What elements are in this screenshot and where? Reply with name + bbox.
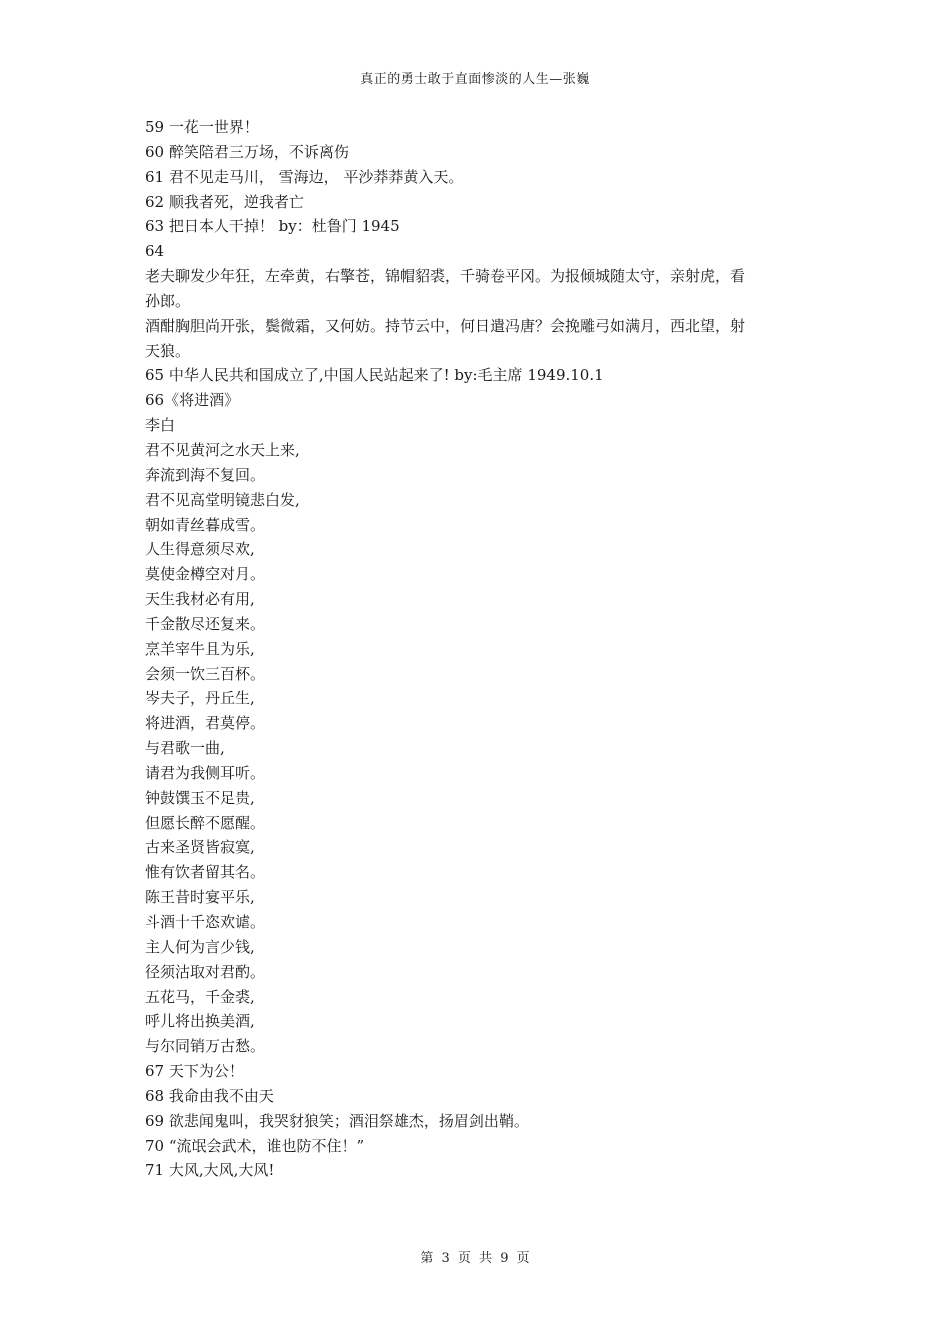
text-line: 径须沽取对君酌。 bbox=[145, 962, 266, 981]
text-line: 59 一花一世界！ bbox=[145, 118, 259, 136]
text-line: 将进酒，君莫停。 bbox=[145, 714, 266, 733]
text-line: 李白 bbox=[145, 416, 176, 435]
text-line: 66《将进酒》 bbox=[145, 391, 240, 410]
text-line: 千金散尽还复来。 bbox=[145, 614, 266, 633]
text-line: 与尔同销万古愁。 bbox=[145, 1037, 266, 1056]
text-line: 63 把日本人干掉！ by：杜鲁门 1945 bbox=[145, 217, 400, 236]
text-line: 会须一饮三百杯。 bbox=[145, 664, 266, 683]
text-line: 烹羊宰牛且为乐, bbox=[145, 639, 255, 658]
text-line: 人生得意须尽欢, bbox=[145, 540, 255, 559]
page-header: 真正的勇士敢于直面惨淡的人生—张巍 bbox=[360, 72, 590, 87]
text-line: 五花马，千金裘, bbox=[145, 987, 255, 1006]
text-line: 岑夫子，丹丘生, bbox=[145, 689, 255, 708]
text-line: 古来圣贤皆寂寞, bbox=[145, 838, 255, 857]
text-line: 陈王昔时宴平乐, bbox=[145, 888, 255, 907]
text-line: 70 “流氓会武术，谁也防不住！” bbox=[145, 1136, 365, 1155]
text-line: 莫使金樽空对月。 bbox=[145, 565, 266, 584]
text-line: 君不见黄河之水天上来, bbox=[145, 440, 300, 459]
text-line: 斗酒十千恣欢谑。 bbox=[145, 913, 266, 931]
text-line: 64 bbox=[145, 242, 165, 261]
document-body bbox=[145, 115, 815, 1183]
text-line: 奔流到海不复回。 bbox=[145, 465, 266, 484]
text-line: 天生我材必有用, bbox=[145, 590, 255, 609]
text-line: 惟有饮者留其名。 bbox=[145, 863, 266, 882]
text-line: 老夫聊发少年狂，左牵黄，右擎苍，锦帽貂裘，千骑卷平冈。为报倾城随太守，亲射虎，看 bbox=[145, 267, 746, 286]
text-line: 61 君不见走马川， 雪海边， 平沙莽莽黄入天。 bbox=[145, 167, 464, 186]
text-line: 朝如青丝暮成雪。 bbox=[145, 515, 266, 534]
text-line: 呼儿将出换美酒, bbox=[145, 1012, 255, 1031]
text-line: 与君歌一曲, bbox=[145, 739, 225, 758]
text-line: 请君为我侧耳听。 bbox=[145, 763, 266, 782]
text-line: 但愿长醉不愿醒。 bbox=[145, 813, 266, 832]
text-line: 60 醉笑陪君三万场，不诉离伤 bbox=[145, 142, 349, 161]
text-line: 酒酣胸胆尚开张，鬓微霜，又何妨。持节云中，何日遣冯唐？会挽雕弓如满月，西北望，射 bbox=[145, 316, 746, 335]
text-line: 69 欲悲闻鬼叫，我哭豺狼笑；酒泪祭雄杰，扬眉剑出鞘。 bbox=[145, 1111, 529, 1130]
text-line: 孙郎。 bbox=[145, 291, 191, 310]
text-line: 君不见高堂明镜悲白发, bbox=[145, 490, 300, 509]
text-line: 67 天下为公！ bbox=[145, 1062, 244, 1081]
text-line: 68 我命由我不由天 bbox=[145, 1086, 274, 1105]
page-number: 第 3 页 共 9 页 bbox=[420, 1251, 530, 1266]
text-line: 天狼。 bbox=[145, 341, 191, 360]
text-line: 62 顺我者死，逆我者亡 bbox=[145, 192, 304, 211]
text-line: 71 大风,大风,大风! bbox=[145, 1161, 275, 1180]
text-line: 65 中华人民共和国成立了,中国人民站起来了! by:毛主席 1949.10.1 bbox=[145, 366, 604, 385]
text-line: 主人何为言少钱, bbox=[145, 937, 255, 956]
text-line: 钟鼓馔玉不足贵, bbox=[145, 788, 255, 807]
